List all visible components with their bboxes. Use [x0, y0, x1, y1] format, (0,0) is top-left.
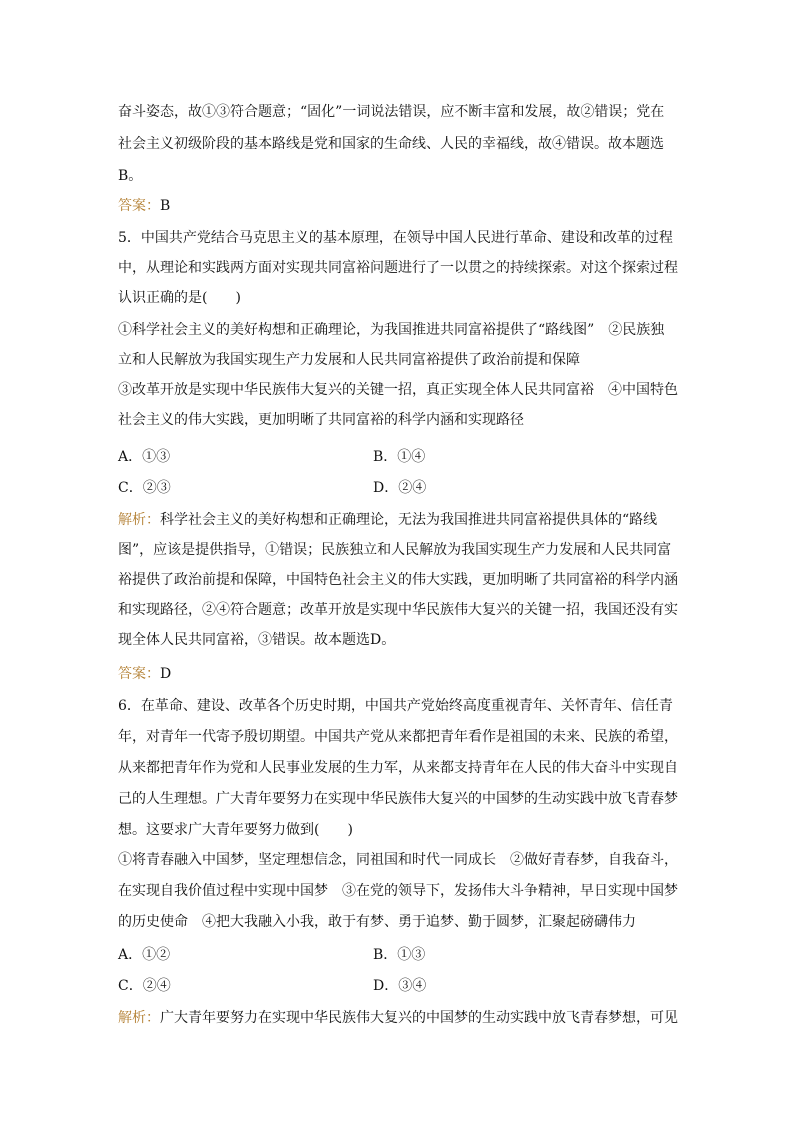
question-5-stem	[118, 230, 678, 306]
question-5-answer	[118, 666, 678, 682]
prev-answer	[118, 198, 678, 214]
analysis-label: 解析：	[118, 1010, 160, 1026]
question-6-analysis	[118, 1010, 678, 1026]
answer-value: B	[160, 198, 171, 214]
text-line: 的历史使命 ④把大我融入小我，敢于有梦、勇于追梦、勤于圆梦，汇聚起磅礴伟力	[118, 914, 636, 930]
option-a[interactable]: A．①③	[118, 449, 171, 465]
text-line: 己的人生理想。广大青年要努力在实现中华民族伟大复兴的中国梦的生动实践中放飞青春梦	[118, 791, 678, 807]
question-5-statements	[118, 322, 678, 428]
answer-value: D	[160, 666, 172, 682]
text-line: 广大青年要努力在实现中华民族伟大复兴的中国梦的生动实践中放飞青春梦想，可见	[160, 1010, 678, 1026]
text-line: 图”，应该是提供指导，①错误；民族独立和人民解放为我国实现生产力发展和人民共同富	[118, 542, 672, 558]
text-line: 和实现路径，②④符合题意；改革开放是实现中华民族伟大复兴的关键一招，我国还没有实	[118, 602, 678, 618]
text-line: B。	[118, 168, 143, 184]
question-5-options-row-1	[118, 449, 678, 465]
option-b[interactable]: B．①④	[373, 449, 426, 465]
text-line: ①将青春融入中国梦，坚定理想信念，同祖国和时代一同成长 ②做好青春梦，自我奋斗，	[118, 852, 678, 868]
question-5-analysis	[118, 512, 678, 648]
answer-label: 答案：	[118, 198, 160, 214]
text-line: 科学社会主义的美好构想和正确理论，无法为我国推进共同富裕提供具体的“路线	[160, 512, 658, 528]
text-line: 从来都把青年作为党和人民事业发展的生力军，从来都支持青年在人民的伟大奋斗中实现自	[118, 760, 678, 776]
analysis-label: 解析：	[118, 512, 160, 528]
text-line: 5．中国共产党结合马克思主义的基本原理，在领导中国人民进行革命、建设和改革的过程	[118, 230, 673, 246]
question-6-options-row-1	[118, 947, 678, 963]
text-line: 社会主义的伟大实践，更加明晰了共同富裕的科学内涵和实现路径	[118, 412, 524, 428]
text-line: 中，从理论和实践两方面对实现共同富裕问题进行了一以贯之的持续探索。对这个探索过程	[118, 260, 678, 276]
option-a[interactable]: A．①②	[118, 947, 171, 963]
text-line: 认识正确的是( )	[118, 290, 241, 306]
answer-label: 答案：	[118, 666, 160, 682]
option-d[interactable]: D．②④	[373, 480, 427, 496]
option-c[interactable]: C．②④	[118, 978, 171, 994]
option-b[interactable]: B．①③	[373, 947, 426, 963]
text-line: 奋斗姿态，故①③符合题意；“固化”一词说法错误，应不断丰富和发展，故②错误；党在	[118, 104, 665, 120]
text-line: ③改革开放是实现中华民族伟大复兴的关键一招，真正实现全体人民共同富裕 ④中国特色	[118, 382, 678, 398]
question-6-stem	[118, 698, 678, 838]
option-c[interactable]: C．②③	[118, 480, 171, 496]
text-line: 裕提供了政治前提和保障，中国特色社会主义的伟大实践，更加明晰了共同富裕的科学内涵	[118, 572, 678, 588]
text-line: 立和人民解放为我国实现生产力发展和人民共同富裕提供了政治前提和保障	[118, 352, 580, 368]
text-line: 年，对青年一代寄予殷切期望。中国共产党从来都把青年看作是祖国的未来、民族的希望，	[118, 729, 678, 745]
text-line: 6．在革命、建设、改革各个历史时期，中国共产党始终高度重视青年、关怀青年、信任青	[118, 698, 673, 714]
text-line: 社会主义初级阶段的基本路线是党和国家的生命线、人民的幸福线，故④错误。故本题选	[118, 136, 664, 152]
question-6-options-row-2	[118, 978, 678, 994]
text-line: 现全体人民共同富裕，③错误。故本题选D。	[118, 632, 396, 648]
question-6-statements	[118, 852, 678, 930]
question-5-options-row-2	[118, 480, 678, 496]
text-line: 想。这要求广大青年要努力做到( )	[118, 822, 353, 838]
prev-analysis-continuation	[118, 104, 678, 184]
option-d[interactable]: D．③④	[373, 978, 427, 994]
text-line: ①科学社会主义的美好构想和正确理论，为我国推进共同富裕提供了“路线图” ②民族独	[118, 322, 665, 338]
text-line: 在实现自我价值过程中实现中国梦 ③在党的领导下，发扬伟大斗争精神，早日实现中国梦	[118, 883, 678, 899]
